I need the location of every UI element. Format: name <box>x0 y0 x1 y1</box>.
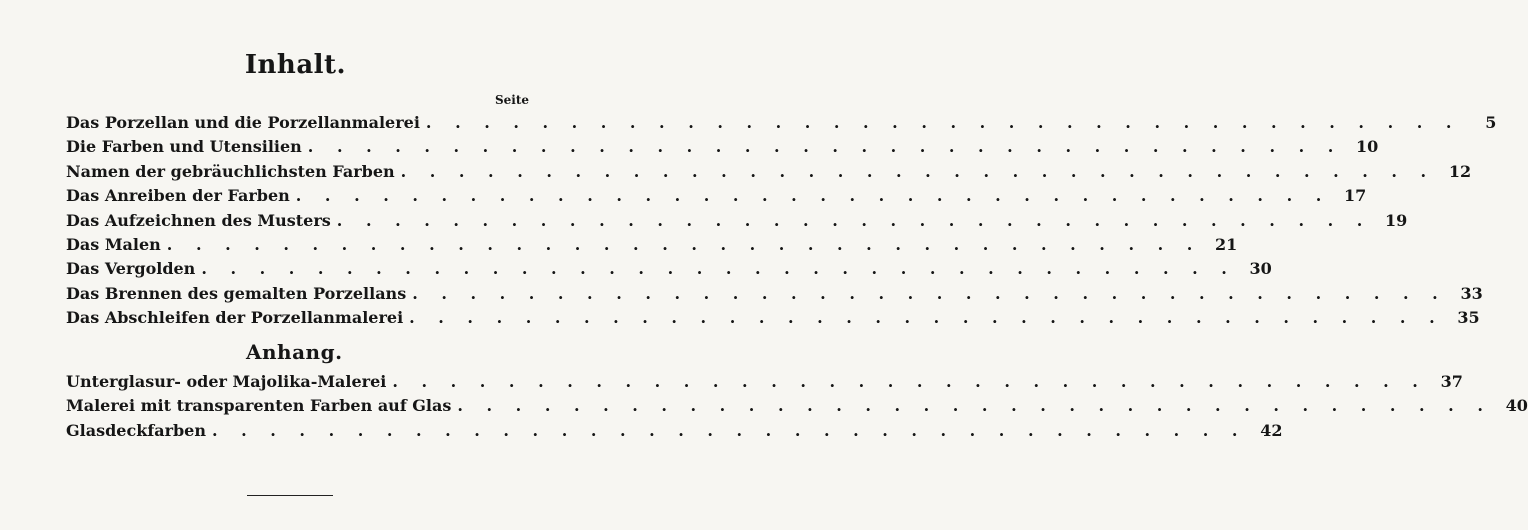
toc-entry-page: 17 <box>1344 186 1367 206</box>
toc-entry-title: Das Aufzeichnen des Musters <box>66 210 331 230</box>
toc-leader-dots: . . . . . . . . . . . . . . . . . . . . . . . . . . . . . . . . . . . . <box>400 161 1436 181</box>
toc-entry-page: 42 <box>1260 420 1283 440</box>
toc-entry <box>66 210 1408 235</box>
contents-list <box>66 113 1497 333</box>
toc-entry-page: 40 <box>1505 396 1528 416</box>
toc-entry-page: 37 <box>1440 372 1463 391</box>
toc-entry <box>66 308 1480 332</box>
contents-title: Inhalt. <box>244 50 347 80</box>
toc-entry <box>66 372 1463 396</box>
toc-entry-page: 30 <box>1249 259 1272 279</box>
toc-entry-page: 21 <box>1215 234 1238 254</box>
appendix-title: Anhang. <box>246 340 343 364</box>
toc-entry-page: 12 <box>1448 161 1472 181</box>
toc-entry-title: Das Brennen des gemalten Porzellans <box>66 283 407 303</box>
toc-entry-title: Malerei mit transparenten Farben auf Glas <box>66 396 452 416</box>
toc-leader-dots: . . . . . . . . . . . . . . . . . . . . . . . . . . . . . . . . . . . . <box>307 137 1343 157</box>
toc-leader-dots: . . . . . . . . . . . . . . . . . . . . . . . . . . . . . . . . . . . . <box>212 420 1247 440</box>
appendix-list <box>66 372 1528 445</box>
toc-entry <box>66 234 1238 259</box>
toc-leader-dots: . . . . . . . . . . . . . . . . . . . . . . . . . . . . . . . . . . . . <box>457 396 1492 416</box>
page-column-header: Seite <box>494 93 529 107</box>
toc-entry-title: Das Vergolden <box>66 259 196 279</box>
toc-entry <box>66 396 1528 420</box>
toc-entry-title: Unterglasur- oder Majolika-Malerei <box>66 372 387 391</box>
toc-entry <box>66 113 1497 137</box>
toc-leader-dots: . . . . . . . . . . . . . . . . . . . . . . . . . . . . . . . . . . . . <box>392 372 1427 391</box>
toc-entry-title: Namen der gebräuchlichsten Farben <box>66 161 395 181</box>
toc-entry <box>66 420 1283 445</box>
toc-entry-page: 19 <box>1385 210 1408 230</box>
toc-entry <box>66 283 1483 308</box>
toc-leader-dots: . . . . . . . . . . . . . . . . . . . . . . . . . . . . . . . . . . . . <box>409 308 1444 328</box>
toc-entry-title: Das Anreiben der Farben <box>66 186 290 206</box>
toc-entry <box>66 137 1379 161</box>
toc-entry-page: 35 <box>1457 308 1480 328</box>
toc-entry-title: Das Porzellan und die Porzellanmalerei <box>66 113 420 132</box>
toc-entry <box>66 186 1367 210</box>
toc-entry-title: Glasdeckfarben <box>66 420 206 440</box>
toc-leader-dots: . . . . . . . . . . . . . . . . . . . . . . . . . . . . . . . . . . . . <box>295 186 1331 206</box>
toc-leader-dots: . . . . . . . . . . . . . . . . . . . . . . . . . . . . . . . . . . . . <box>201 259 1236 279</box>
toc-entry <box>66 161 1472 186</box>
toc-entry-page: 10 <box>1356 137 1379 157</box>
toc-entry-title: Die Farben und Utensilien <box>66 137 302 157</box>
toc-entry-page: 33 <box>1460 283 1483 303</box>
toc-leader-dots: . . . . . . . . . . . . . . . . . . . . . . . . . . . . . . . . . . . . <box>336 210 1372 230</box>
toc-leader-dots: . . . . . . . . . . . . . . . . . . . . . . . . . . . . . . . . . . . . <box>412 283 1447 303</box>
toc-entry-title: Das Malen <box>66 234 161 254</box>
toc-leader-dots: . . . . . . . . . . . . . . . . . . . . . . . . . . . . . . . . . . . . <box>166 234 1202 254</box>
toc-leader-dots: . . . . . . . . . . . . . . . . . . . . . . . . . . . . . . . . . . . . <box>425 113 1461 132</box>
toc-entry-title: Das Abschleifen der Porzellanmalerei <box>66 308 404 328</box>
closing-rule <box>247 495 333 496</box>
toc-entry-page: 5 <box>1485 113 1497 132</box>
toc-entry <box>66 259 1272 283</box>
